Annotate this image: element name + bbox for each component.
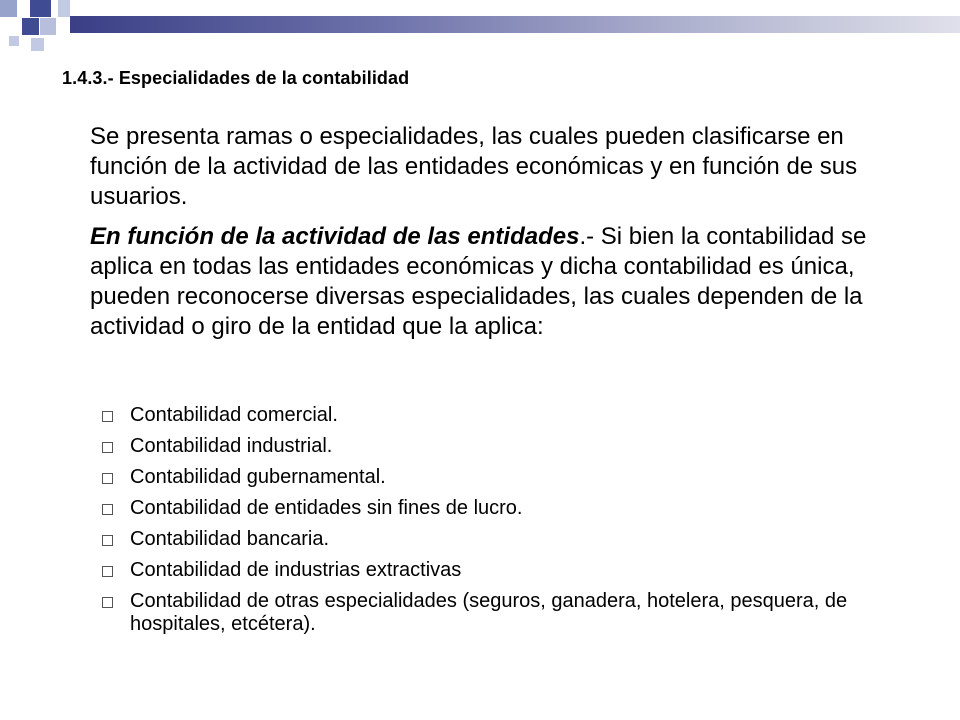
decor-square xyxy=(31,38,44,51)
list-item-text: Contabilidad de otras especialidades (seguros, ganadera, hotelera, pesquera, de hospitales, etcétera). xyxy=(130,590,848,635)
list-item xyxy=(98,404,878,427)
intro-paragraph: Se presenta ramas o especialidades, las cuales pueden clasificarse en función de la actividad de las entidades económicas y en función de sus usuarios. xyxy=(90,123,858,210)
list-item xyxy=(98,528,878,551)
list-item-text: Contabilidad comercial. xyxy=(130,404,338,426)
decor-square xyxy=(58,0,70,17)
activity-heading: En función de la actividad de las entidades xyxy=(90,223,580,250)
square-bullet-icon xyxy=(102,597,113,608)
decor-square xyxy=(30,0,51,17)
square-bullet-icon xyxy=(102,473,113,484)
list-item-text: Contabilidad gubernamental. xyxy=(130,466,386,488)
square-bullet-icon xyxy=(102,411,113,422)
list-item-text: Contabilidad de entidades sin fines de lucro. xyxy=(130,497,523,519)
activity-text: .- Si bien la contabilidad se aplica en todas las entidades económicas y dicha contabilidad es única, pueden reconocerse diversas especialidades, las cuales dependen de la actividad o giro de la entidad que la aplica: xyxy=(90,223,867,340)
square-bullet-icon xyxy=(102,442,113,453)
decor-square xyxy=(22,18,39,35)
specialties-list xyxy=(98,404,878,644)
list-item-text: Contabilidad bancaria. xyxy=(130,528,330,550)
list-item xyxy=(98,497,878,520)
list-item xyxy=(98,435,878,458)
decor-square xyxy=(0,0,17,17)
square-bullet-icon xyxy=(102,566,113,577)
list-item-text: Contabilidad de industrias extractivas xyxy=(130,559,462,581)
slide-title: 1.4.3.- Especialidades de la contabilidad xyxy=(62,68,410,88)
header-gradient-bar xyxy=(70,16,960,33)
list-item xyxy=(98,466,878,489)
list-item-text: Contabilidad industrial. xyxy=(130,435,333,457)
decor-square xyxy=(40,18,56,35)
list-item xyxy=(98,590,878,636)
square-bullet-icon xyxy=(102,535,113,546)
activity-paragraph xyxy=(90,222,890,342)
decor-square xyxy=(9,36,19,46)
list-item xyxy=(98,559,878,582)
square-bullet-icon xyxy=(102,504,113,515)
slide-body xyxy=(90,122,890,348)
